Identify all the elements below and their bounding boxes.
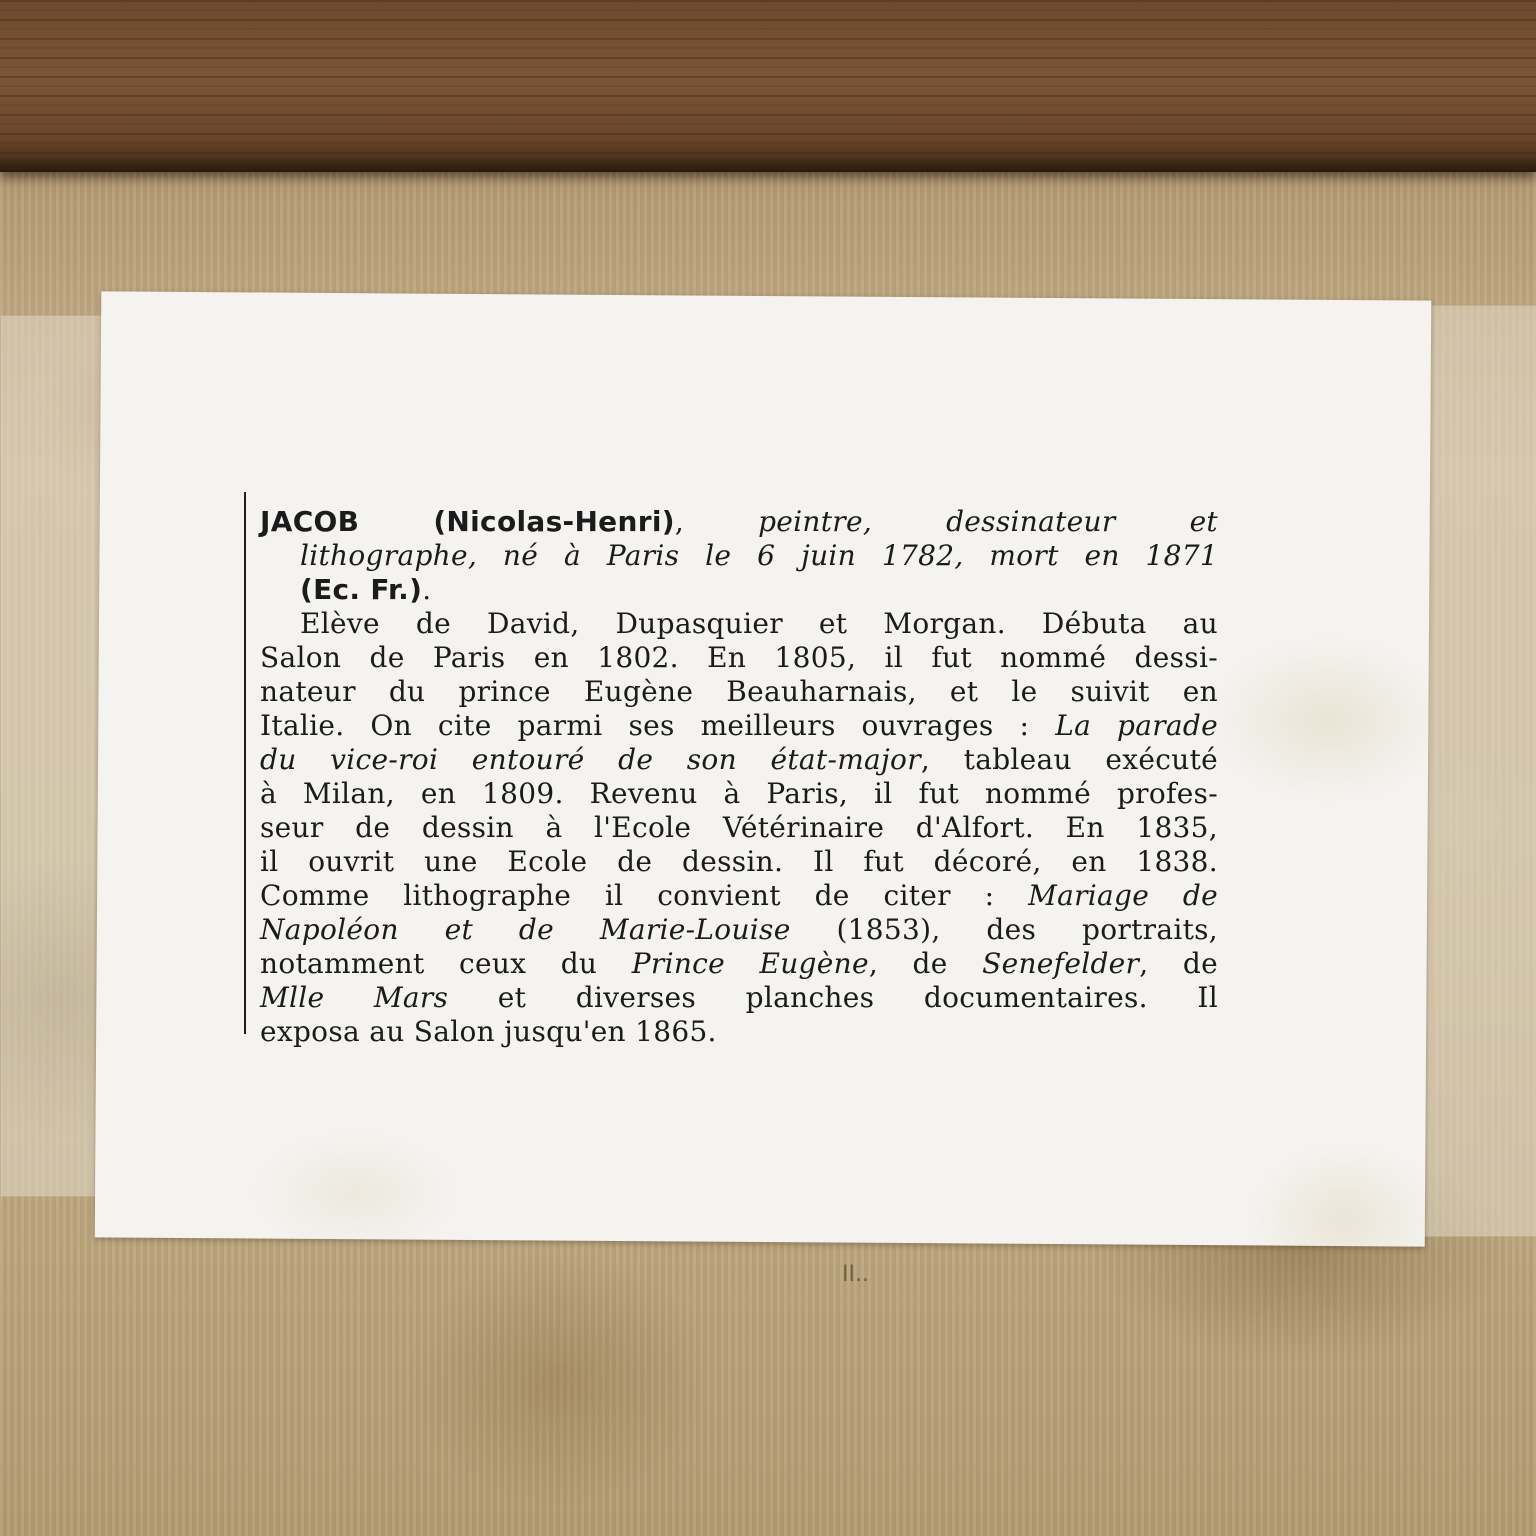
entry-line-1 [260,506,1218,538]
comma: , [674,505,759,538]
work-title: du vice-roi entouré de son état-major [260,743,921,776]
entry-line-14 [260,948,1218,980]
entry-line-15 [260,982,1218,1014]
work-title: Senefelder [982,947,1140,980]
school-label: (Ec. Fr.) [300,573,423,606]
wooden-frame-strip [0,0,1536,172]
artist-forenames: (Nicolas-Henri) [433,505,675,538]
entry-line-11: il ouvrit une Ecole de dessin. Il fut décoré, en 1838. [260,845,1218,878]
work-title: Napoléon et de Marie-Louise [260,913,791,946]
entry-line-13 [260,914,1218,946]
entry-line-4: Elève de David, Dupasquier et Morgan. Débuta au [300,607,1218,640]
space [359,505,433,538]
text-run: notamment ceux du [260,947,632,980]
work-title: La parade [1055,709,1218,742]
pencil-mark: II.. [842,1262,869,1287]
margin-rule [244,492,246,1034]
artist-roles: peintre, dessinateur et [758,505,1218,538]
entry-line-7 [260,710,1218,742]
work-title: Mariage de [1028,879,1218,912]
text-run: (1853), des portraits, [790,913,1218,946]
text-run: , de [1139,947,1218,980]
entry-line-16: exposa au Salon jusqu'en 1865. [260,1015,717,1048]
entry-line-2: lithographe, né à Paris le 6 juin 1782, mort en 1871 [300,539,1218,572]
entry-line-6: nateur du prince Eugène Beauharnais, et le suivit en [260,675,1218,708]
work-title: Prince Eugène [631,947,869,980]
period: . [422,573,432,606]
work-title: Mlle Mars [260,981,449,1014]
entry-line-9: à Milan, en 1809. Revenu à Paris, il fut nommé profes- [260,777,1218,810]
text-run: , de [868,947,983,980]
entry-line-10: seur de dessin à l'Ecole Vétérinaire d'Alfort. En 1835, [260,811,1218,844]
text-run: et diverses planches documentaires. Il [448,981,1218,1014]
entry-line-8 [260,744,1218,776]
entry-line-3 [300,574,1218,606]
artist-surname: JACOB [260,505,360,538]
text-run: , tableau exécuté [920,743,1218,776]
text-run: Comme lithographe il convient de citer : [260,879,1029,912]
entry-line-5: Salon de Paris en 1802. En 1805, il fut nommé dessi- [260,641,1218,674]
paper-tape-right [1420,305,1536,1237]
entry-line-12 [260,880,1218,912]
text-run: Italie. On cite parmi ses meilleurs ouvrages : [260,709,1056,742]
